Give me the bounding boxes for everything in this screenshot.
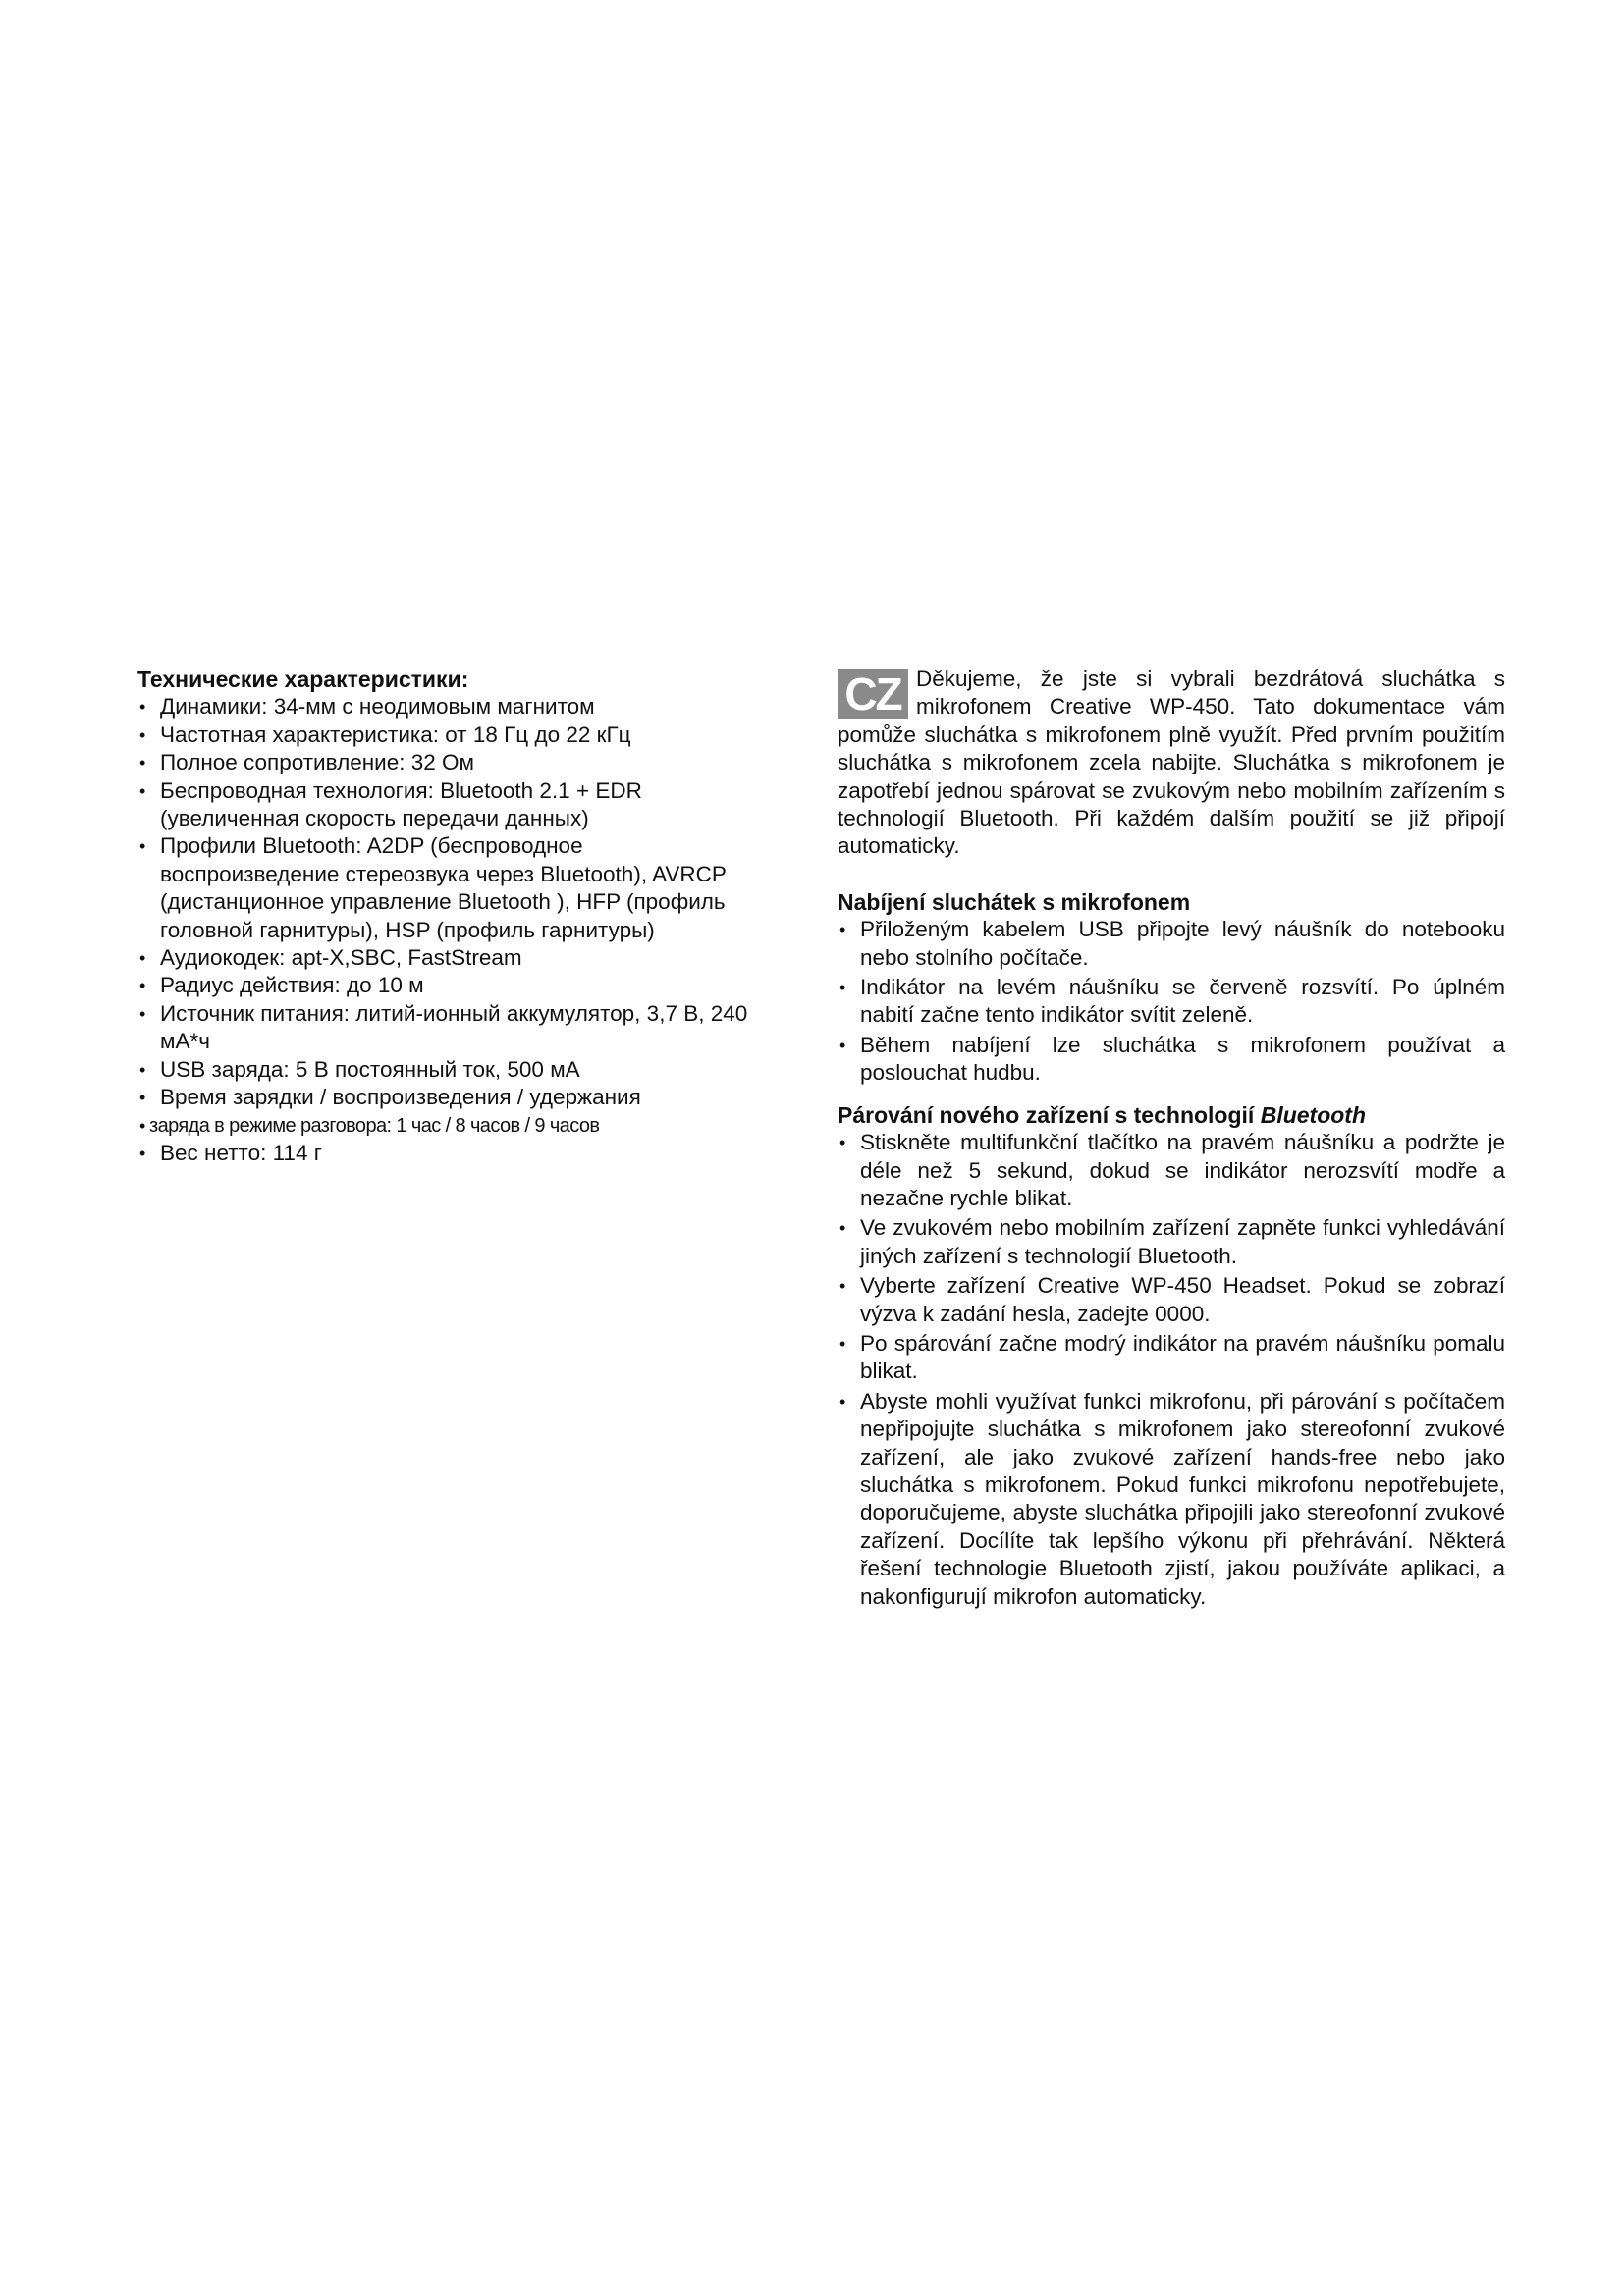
cz-pairing-heading-text: Párování nového zařízení s technologií xyxy=(838,1101,1255,1128)
cz-pairing-list xyxy=(838,1129,1505,1611)
russian-specifications-column xyxy=(137,666,756,1167)
list-item: • Радиус действия: до 10 м xyxy=(137,972,756,999)
list-item-continuation xyxy=(137,1112,756,1140)
list-item: • Ve zvukovém nebo mobilním zařízení zapněte funkci vyhledávání jiných zařízení s technologií Bluetooth. xyxy=(838,1214,1505,1270)
list-item: • Беспроводная технология: Bluetooth 2.1 + EDR (увеличенная скорость передачи данных) xyxy=(137,777,756,833)
list-item: • Po spárování začne modrý indikátor na pravém náušníku pomalu blikat. xyxy=(838,1330,1505,1386)
cz-pairing-heading-bluetooth: Bluetooth xyxy=(1260,1101,1367,1128)
list-item: • Частотная характеристика: от 18 Гц до 22 кГц xyxy=(137,721,756,749)
ru-specs-heading: Технические характеристики: xyxy=(137,667,469,692)
list-item: • Источник питания: литий-ионный аккумулятор, 3,7 В, 240 мА*ч xyxy=(137,1000,756,1056)
list-item: • Аудиокодек: apt-X,SBC, FastStream xyxy=(137,944,756,972)
list-item: • Вес нетто: 114 г xyxy=(137,1140,756,1167)
cz-intro xyxy=(838,666,1505,861)
list-item: • Динамики: 34-мм с неодимовым магнитом xyxy=(137,693,756,721)
list-item: • Vyberte zařízení Creative WP-450 Headset. Pokud se zobrazí výzva k zadání hesla, zadejte 0000. xyxy=(838,1272,1505,1328)
cz-pairing-heading xyxy=(838,1101,1505,1129)
list-item-text: заряда в режиме разговора: 1 час / 8 часов / 9 часов xyxy=(149,1114,600,1137)
list-item: • Stiskněte multifunkční tlačítko na pravém náušníku a podržte je déle než 5 sekund, dokud se indikátor nerozsvítí modře a nezačne rychle blikat. xyxy=(838,1129,1505,1212)
list-item: • Время зарядки / воспроизведения / удержания xyxy=(137,1084,756,1111)
list-item: • Během nabíjení lze sluchátka s mikrofonem používat a poslouchat hudbu. xyxy=(838,1032,1505,1088)
list-item: • Полное сопротивление: 32 Ом xyxy=(137,749,756,776)
list-item: • Indikátor na levém náušníku se červeně rozsvítí. Po úplném nabití začne tento indikátor svítit zeleně. xyxy=(838,974,1505,1030)
language-badge: CZ xyxy=(838,669,908,719)
ru-specs-list xyxy=(137,693,756,1167)
czech-instructions-column xyxy=(838,666,1505,1613)
list-item: • USB заряда: 5 В постоянный ток, 500 мА xyxy=(137,1056,756,1084)
list-item: • Přiloženým kabelem USB připojte levý náušník do notebooku nebo stolního počítače. xyxy=(838,916,1505,972)
list-item: • Профили Bluetooth: A2DP (беспроводное воспроизведение стереозвука через Bluetooth), AVRCP (дистанционное управление Bluetooth ), HFP (профиль головной гарнитуры), HSP (профиль гарнитуры) xyxy=(137,832,756,944)
cz-intro-text: Děkujeme, že jste si vybrali bezdrátová sluchátka s mikrofonem Creative WP-450. Tato dokumentace vám pomůže sluchátka s mikrofonem plně využít. Před prvním použitím sluchátka s mikrofonem zcela nabijte. Sluchátka s mikrofonem je zapotřebí jednou spárovat se zvukovým nebo mobilním zařízením s technologií Bluetooth. Při každém dalším použití se již připojí automaticky. xyxy=(838,667,1505,859)
cz-charging-list xyxy=(838,916,1505,1087)
list-item: • Abyste mohli využívat funkci mikrofonu, při párování s počítačem nepřipojujte sluchátka s mikrofonem jako stereofonní zvukové zařízení, ale jako zvukové zařízení hands-free nebo jako sluchátka s mikrofonem. Pokud funkci mikrofonu nepotřebujete, doporučujeme, abyste sluchátka připojili jako stereofonní zvukové zařízení. Docílíte tak lepšího výkonu při přehrávání. Některá řešení technologie Bluetooth zjistí, jakou používáte aplikaci, a nakonfigurují mikrofon automaticky. xyxy=(838,1388,1505,1611)
cz-charging-heading: Nabíjení sluchátek s mikrofonem xyxy=(838,888,1191,915)
